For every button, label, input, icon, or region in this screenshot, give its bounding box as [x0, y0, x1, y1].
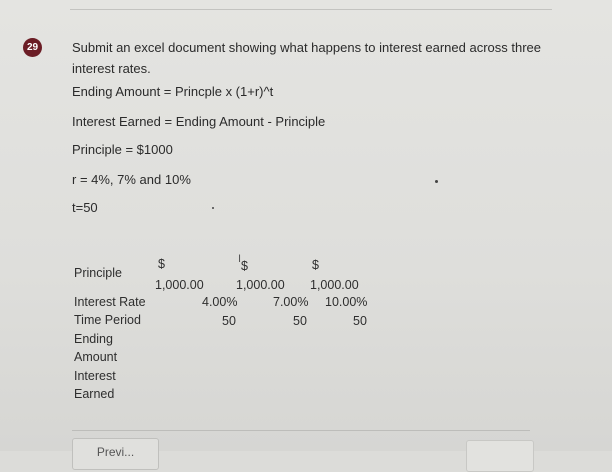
bottom-divider [72, 430, 530, 431]
question-number-badge: 29 [23, 38, 42, 57]
currency-symbol: $ [241, 259, 248, 273]
row-label-time-period: Time Period [74, 313, 141, 327]
time-value: 50 [293, 314, 307, 328]
top-divider [70, 9, 552, 10]
currency-symbol: $ [312, 258, 319, 272]
row-label-interest-rate: Interest Rate [74, 295, 146, 309]
next-button[interactable] [466, 440, 534, 472]
formula-rates: r = 4%, 7% and 10% [72, 172, 191, 187]
row-label-amount: Amount [74, 350, 118, 364]
row-label-interest: Interest [74, 369, 116, 383]
stray-dot [435, 180, 438, 183]
principle-value: 1,000.00 [310, 278, 359, 292]
time-value: 50 [222, 314, 236, 328]
row-label-ending: Ending [74, 332, 113, 346]
rate-value: 4.00% [202, 295, 238, 309]
rate-value: 7.00% [273, 295, 309, 309]
previous-button[interactable]: Previ... [72, 438, 159, 470]
formula-time: t=50 [72, 200, 98, 215]
formula-interest-earned: Interest Earned = Ending Amount - Principle [72, 114, 326, 129]
text-cursor-icon: I [238, 253, 242, 265]
row-label-earned: Earned [74, 387, 115, 401]
rate-value: 10.00% [325, 295, 368, 309]
question-prompt: Submit an excel document showing what happens to interest earned across three interest rates. [72, 40, 541, 76]
currency-symbol: $ [158, 257, 165, 271]
formula-principle: Principle = $1000 [72, 142, 173, 157]
row-label-principle: Principle [74, 266, 122, 280]
stray-dot [212, 207, 214, 209]
time-value: 50 [353, 314, 367, 328]
principle-value: 1,000.00 [236, 278, 285, 292]
principle-value: 1,000.00 [155, 278, 204, 292]
formula-ending-amount: Ending Amount = Princple x (1+r)^t [72, 84, 274, 99]
